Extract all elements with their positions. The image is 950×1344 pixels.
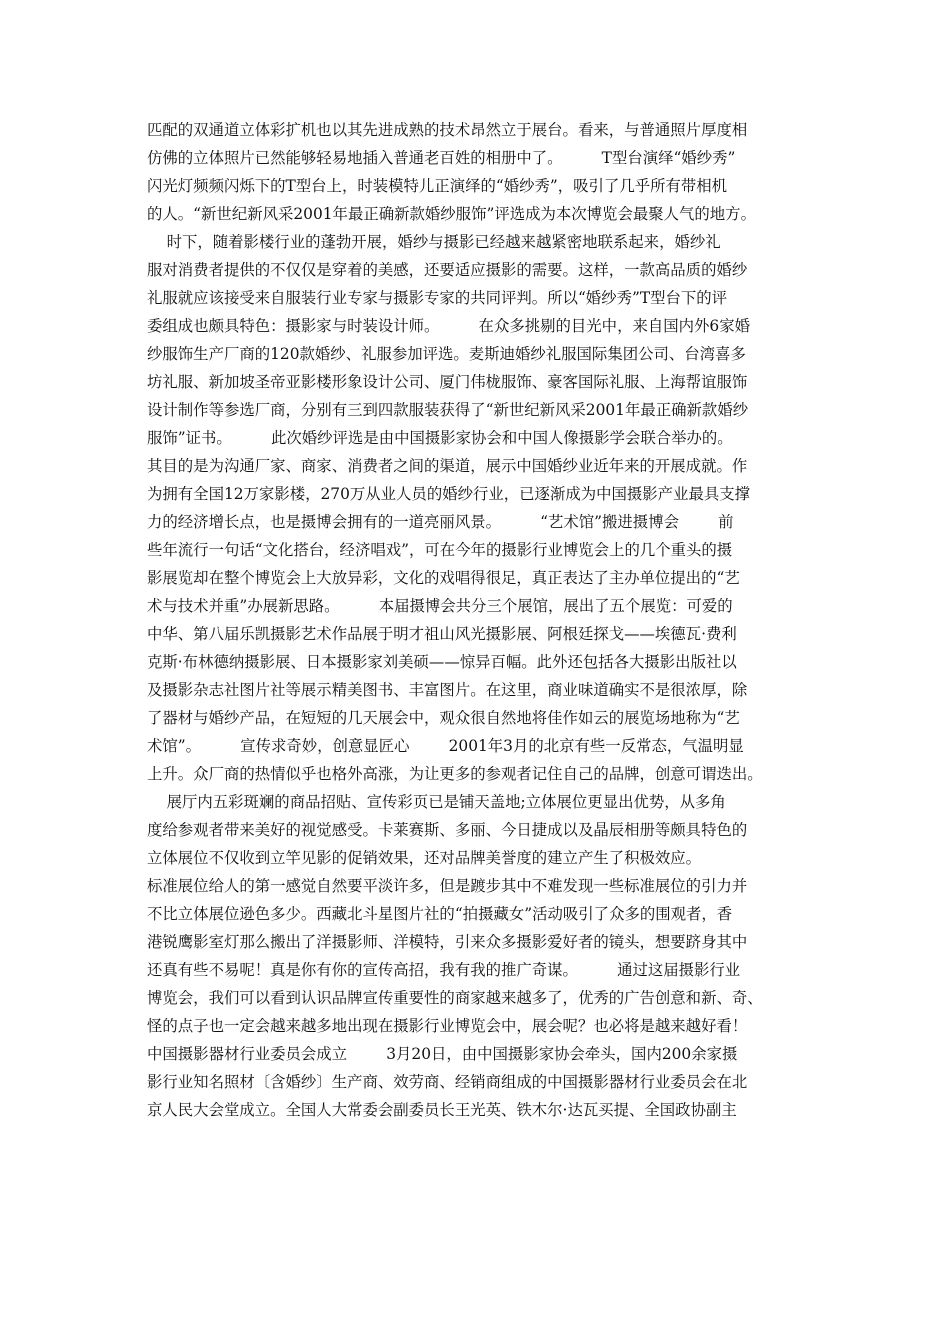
text-line: 术与技术并重”办展新思路。 本届摄博会共分三个展馆，展出了五个展览：可爱的 bbox=[147, 597, 733, 615]
text-line: 了器材与婚纱产品，在短短的几天展会中，观众很自然地将佳作如云的展览场地称为“艺 bbox=[147, 709, 740, 727]
text-line: 影展览却在整个博览会上大放异彩，文化的戏唱得很足，真正表达了主办单位提出的“艺 bbox=[147, 569, 740, 587]
text-line: 影行业知名照材〔含婚纱〕生产商、效劳商、经销商组成的中国摄影器材行业委员会在北 bbox=[147, 1073, 748, 1091]
text-line: 其目的是为沟通厂家、商家、消费者之间的渠道，展示中国婚纱业近年来的开展成就。作 bbox=[147, 457, 748, 475]
text-line: 博览会，我们可以看到认识品牌宣传重要性的商家越来越多了，优秀的广告创意和新、奇、 bbox=[147, 989, 763, 1007]
text-line: 力的经济增长点，也是摄博会拥有的一道亮丽风景。 “艺术馆”搬进摄博会 前 bbox=[147, 513, 734, 531]
text-line: 纱服饰生产厂商的120款婚纱、礼服参加评选。麦斯迪婚纱礼服国际集团公司、台湾喜多 bbox=[147, 345, 746, 363]
text-line: 还真有些不易呢！真是你有你的宣传高招，我有我的推广奇谋。 通过这届摄影行业 bbox=[147, 961, 741, 979]
text-line: 上升。众厂商的热情似乎也格外高涨，为让更多的参观者记住自己的品牌，创意可谓迭出。 bbox=[147, 765, 763, 783]
text-line: 时下，随着影楼行业的蓬勃开展，婚纱与摄影已经越来越紧密地联系起来，婚纱礼 bbox=[147, 233, 721, 251]
text-line: 礼服就应该接受来自服装行业专家与摄影专家的共同评判。所以“婚纱秀”T型台下的评 bbox=[147, 289, 728, 307]
text-line: 怪的点子也一定会越来越多地出现在摄影行业博览会中，展会呢？也必将是越来越好看！ bbox=[147, 1017, 748, 1035]
text-line: 京人民大会堂成立。全国人大常委会副委员长王光英、铁木尔·达瓦买提、全国政协副主 bbox=[147, 1101, 737, 1119]
document-page bbox=[147, 116, 827, 1124]
text-line: 服对消费者提供的不仅仅是穿着的美感，还要适应摄影的需要。这样，一款高品质的婚纱 bbox=[147, 261, 748, 279]
text-line: 度给参观者带来美好的视觉感受。卡莱赛斯、多丽、今日捷成以及晶辰相册等颇具特色的 bbox=[147, 821, 748, 839]
text-line: 坊礼服、新加坡圣帝亚影楼形象设计公司、厦门伟栊服饰、豪客国际礼服、上海帮谊服饰 bbox=[147, 373, 748, 391]
text-line: 不比立体展位逊色多少。西藏北斗星图片社的“拍摄藏女”活动吸引了众多的围观者，香 bbox=[147, 905, 733, 923]
text-line: 委组成也颇具特色：摄影家与时装设计师。 在众多挑剔的目光中，来自国内外6家婚 bbox=[147, 317, 750, 335]
text-line: 港锐鹰影室灯那么搬出了洋摄影师、洋模特，引来众多摄影爱好者的镜头，想要跻身其中 bbox=[147, 933, 748, 951]
text-line: 中华、第八届乐凯摄影艺术作品展于明才祖山风光摄影展、阿根廷探戈——埃德瓦·费利 bbox=[147, 625, 737, 643]
text-line: 的人。“新世纪新风采2001年最正确新款婚纱服饰”评选成为本次博览会最聚人气的地方。 bbox=[147, 205, 756, 223]
text-line: 服饰”证书。 此次婚纱评选是由中国摄影家协会和中国人像摄影学会联合举办的。 bbox=[147, 429, 733, 447]
text-line: 仿佛的立体照片已然能够轻易地插入普通老百姓的相册中了。 T型台演绎“婚纱秀” bbox=[147, 149, 736, 167]
text-line: 展厅内五彩斑斓的商品招贴、宣传彩页已是铺天盖地;立体展位更显出优势，从多角 bbox=[147, 793, 726, 811]
text-line: 设计制作等参选厂商，分别有三到四款服装获得了“新世纪新风采2001年最正确新款婚纱 bbox=[147, 401, 749, 419]
text-line: 匹配的双通道立体彩扩机也以其先进成熟的技术昂然立于展台。看来，与普通照片厚度相 bbox=[147, 121, 748, 139]
text-line: 为拥有全国12万家影楼，270万从业人员的婚纱行业，已逐渐成为中国摄影产业最具支撑 bbox=[147, 485, 751, 503]
text-line: 立体展位不仅收到立竿见影的促销效果，还对品牌美誉度的建立产生了积极效应。 bbox=[147, 849, 702, 867]
text-line: 术馆”。 宣传求奇妙，创意显匠心 2001年3月的北京有些一反常态，气温明显 bbox=[147, 737, 744, 755]
text-line: 中国摄影器材行业委员会成立 3月20日，由中国摄影家协会牵头，国内200余家摄 bbox=[147, 1045, 738, 1063]
text-line: 标准展位给人的第一感觉自然要平淡许多，但是踱步其中不难发现一些标准展位的引力并 bbox=[147, 877, 748, 895]
text-line: 克斯·布林德纳摄影展、日本摄影家刘美硕——惊异百幅。此外还包括各大摄影出版社以 bbox=[147, 653, 737, 671]
text-line: 闪光灯频频闪烁下的T型台上，时装模特儿正演绎的“婚纱秀”，吸引了几乎所有带相机 bbox=[147, 177, 728, 195]
text-line: 些年流行一句话“文化搭台，经济唱戏”，可在今年的摄影行业博览会上的几个重头的摄 bbox=[147, 541, 733, 559]
text-line: 及摄影杂志社图片社等展示精美图书、丰富图片。在这里，商业味道确实不是很浓厚，除 bbox=[147, 681, 748, 699]
